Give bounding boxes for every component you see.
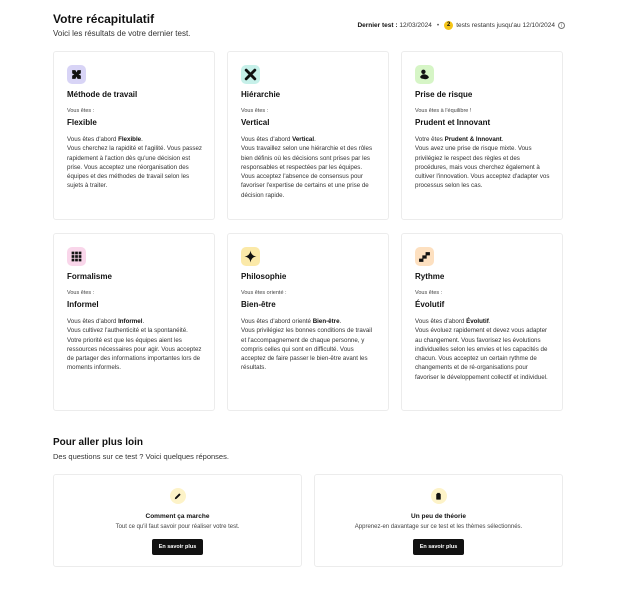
result-card-philosophie xyxy=(227,233,389,411)
card-value: Prudent et Innovant xyxy=(415,118,491,127)
card-label: Vous êtes à l'équilibre ! xyxy=(415,108,472,114)
card-description: Vous êtes d'abord Informel. Vous cultivez l'authenticité et la spontanéité. Votre priorité est que les équipes aient les ressources nécessaires pour agir. Vous acceptez de partager des informations importantes lors de moments informels. xyxy=(67,318,202,372)
page-subtitle: Voici les résultats de votre dernier test. xyxy=(53,29,191,38)
panel-title: Comment ça marche xyxy=(145,513,210,520)
last-test-date: 12/03/2024 xyxy=(399,22,432,29)
page-title: Votre récapitulatif xyxy=(53,12,155,26)
card-description: Votre êtes Prudent & Innovant. Vous avez une prise de risque mixte. Vous privilégiez le respect des règles et des procédures, mais vous cherchez également à cultiver l'innovation. Vous acceptez d'adapter vos processus selon les cas. xyxy=(415,136,550,190)
tests-remaining-badge: 2 xyxy=(444,21,453,30)
card-title: Méthode de travail xyxy=(67,90,138,99)
grid-icon xyxy=(67,247,86,266)
learn-more-button[interactable]: En savoir plus xyxy=(152,539,204,555)
blob-icon xyxy=(415,65,434,84)
panel-how-it-works xyxy=(53,474,302,567)
card-title: Rythme xyxy=(415,272,445,281)
x-icon xyxy=(241,65,260,84)
panel-theory xyxy=(314,474,563,567)
cross-icon xyxy=(67,65,86,84)
card-label: Vous êtes : xyxy=(67,290,95,296)
tests-remaining-text: tests restants jusqu'au 12/10/2024 xyxy=(456,22,555,29)
card-description: Vous êtes d'abord Flexible. Vous cherchez la rapidité et l'agilité. Vous passez rapidement à l'action dès qu'une décision est prise. Vous acceptez une réorganisation des équipes et des méthodes de travail selon les sujets à traiter. xyxy=(67,136,202,190)
card-title: Hiérarchie xyxy=(241,90,281,99)
card-value: Informel xyxy=(67,300,99,309)
card-value: Évolutif xyxy=(415,300,445,309)
card-title: Philosophie xyxy=(241,272,287,281)
learn-more-button[interactable]: En savoir plus xyxy=(413,539,465,555)
separator-dot: • xyxy=(436,22,440,29)
pencil-icon xyxy=(170,488,186,504)
card-value: Bien-être xyxy=(241,300,276,309)
card-value: Vertical xyxy=(241,118,270,127)
result-card-formalisme xyxy=(53,233,215,411)
card-label: Vous êtes : xyxy=(415,290,443,296)
card-description: Vous êtes d'abord Vertical. Vous travaillez selon une hiérarchie et des rôles bien définis où les décisions sont prises par les responsables et respectées par les équipes. Vous acceptez l'absence de consensus pour favoriser l'expertise de certains et une prise de décision rapide. xyxy=(241,136,373,199)
section-subtitle: Des questions sur ce test ? Voici quelques réponses. xyxy=(53,452,229,461)
panel-title: Un peu de théorie xyxy=(411,513,466,520)
card-title: Formalisme xyxy=(67,272,112,281)
result-card-rythme xyxy=(401,233,563,411)
test-meta xyxy=(357,21,565,30)
panel-description: Apprenez-en davantage sur ce test et les thèmes sélectionnés. xyxy=(354,524,523,530)
card-description: Vous êtes d'abord Évolutif. Vous évoluez rapidement et devez vous adapter au changement. Vous favorisez les évolutions individuelles selon les envies et les capacités de chacun. Vous acceptez un certain rythme de changements et de ré-organisations pour favoriser le développement collectif et individuel. xyxy=(415,318,548,381)
further-section xyxy=(53,437,229,461)
recap-header xyxy=(53,12,565,38)
info-icon[interactable]: i xyxy=(558,22,565,29)
book-icon xyxy=(431,488,447,504)
card-value: Flexible xyxy=(67,118,97,127)
last-test-label: Dernier test : xyxy=(357,22,398,29)
result-card-risque xyxy=(401,51,563,220)
panel-description: Tout ce qu'il faut savoir pour réaliser votre test. xyxy=(115,524,240,530)
result-card-hierarchie xyxy=(227,51,389,220)
card-label: Vous êtes : xyxy=(67,108,95,114)
result-card-methode xyxy=(53,51,215,220)
card-label: Vous êtes : xyxy=(241,108,269,114)
sparkle-icon xyxy=(241,247,260,266)
stairs-icon xyxy=(415,247,434,266)
card-description: Vous êtes d'abord orienté Bien-être. Vous privilégiez les bonnes conditions de travail et l'accompagnement de chaque personne, y compris celles qui sont en difficulté. Vous acceptez de faire passer le bien-être avant les résultats. xyxy=(241,318,373,372)
card-label: Vous êtes orienté : xyxy=(241,290,287,296)
card-title: Prise de risque xyxy=(415,90,473,99)
section-title: Pour aller plus loin xyxy=(53,437,144,448)
